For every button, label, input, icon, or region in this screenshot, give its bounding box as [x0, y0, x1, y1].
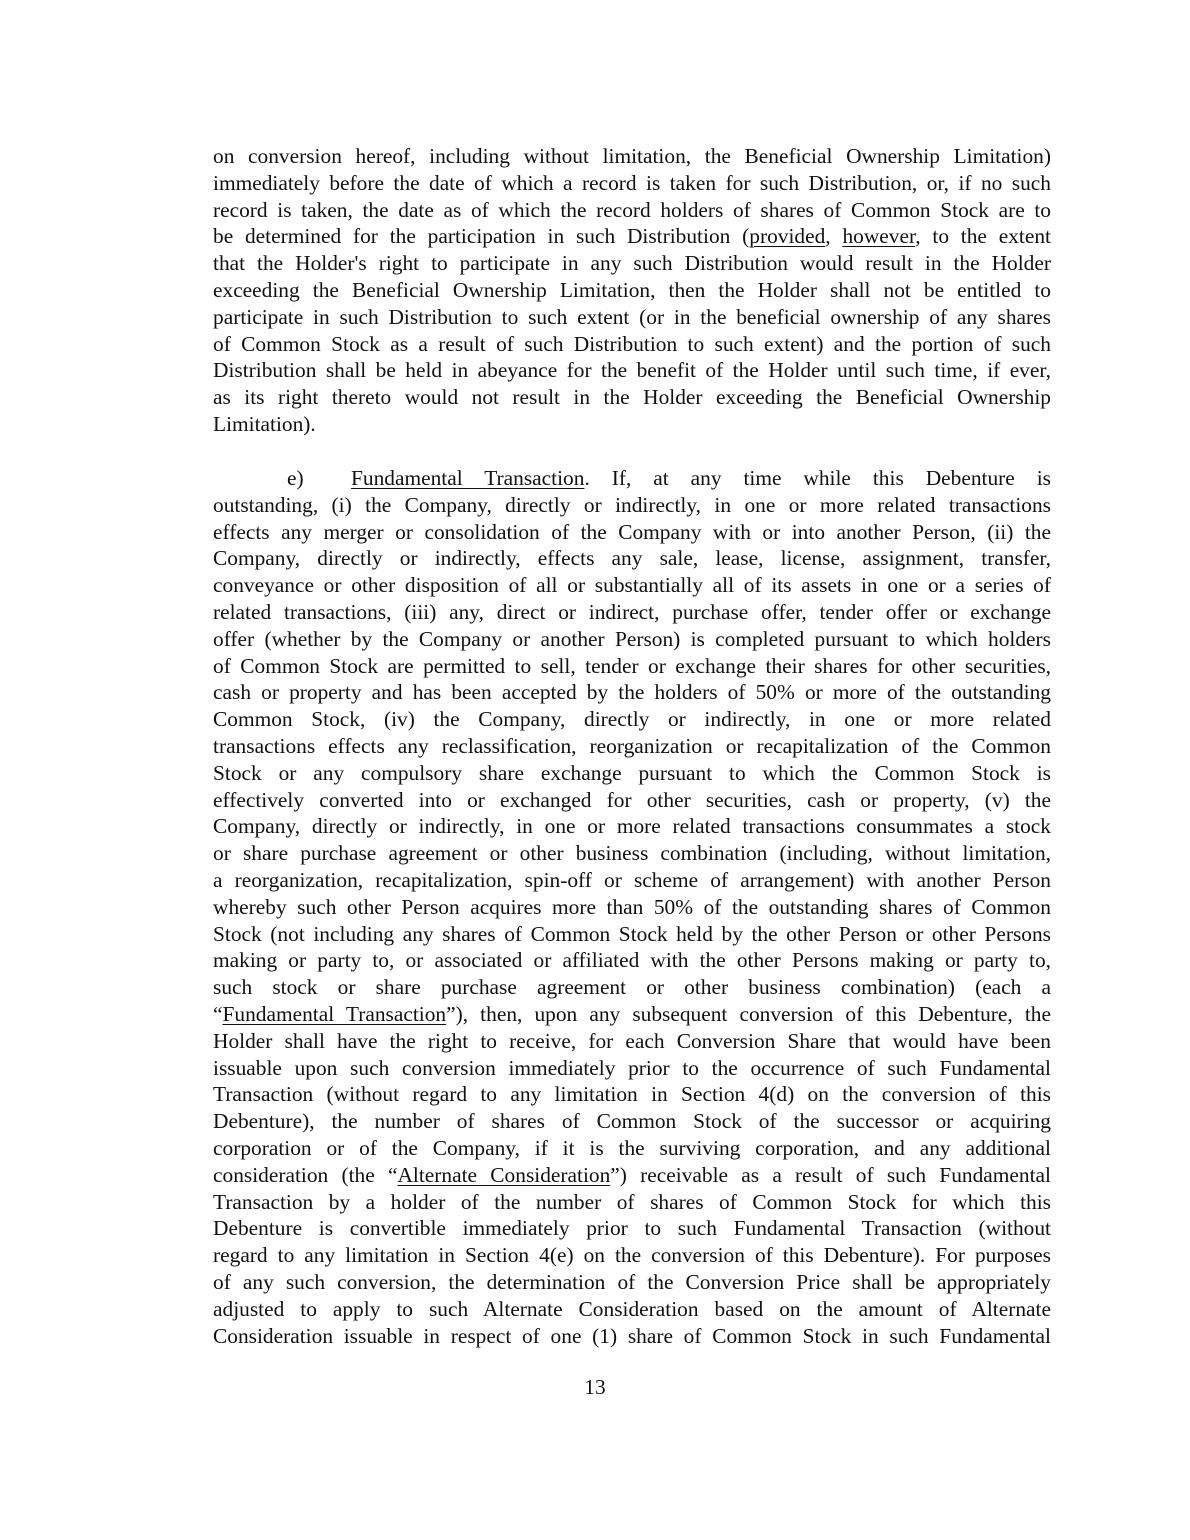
page-number: 13: [584, 1375, 606, 1399]
text-line: Company, directly or indirectly, effects any sale, lease, license, assignment, transfer,: [213, 546, 1051, 571]
text-line: Debenture is convertible immediately prior to such Fundamental Transaction (without: [213, 1216, 1051, 1241]
text-line: of Common Stock as a result of such Distribution to such extent) and the portion of such: [213, 331, 1051, 356]
defined-term-line: [213, 1162, 1051, 1189]
text-line: making or party to, or associated or affiliated with the other Persons making or party to,: [213, 948, 1051, 973]
text-run: , to the extent: [915, 224, 1051, 249]
section-heading: Fundamental Transaction: [351, 466, 585, 490]
text-line: Company, directly or indirectly, in one or more related transactions consummates a stock: [213, 814, 1051, 839]
text-line: that the Holder's right to participate in any such Distribution would result in the Holder: [213, 251, 1051, 276]
text-line: Stock (not including any shares of Common Stock held by the other Person or other Persons: [213, 921, 1051, 946]
underlined-term-however: however: [842, 224, 916, 249]
text-line: conveyance or other disposition of all or substantially all of its assets in one or a series of: [213, 573, 1051, 598]
text-line: Debenture), the number of shares of Common Stock of the successor or acquiring: [213, 1109, 1051, 1134]
text-run: ”) receivable as a result of such Fundamental: [610, 1162, 1051, 1187]
text-line: record is taken, the date as of which the record holders of shares of Common Stock are to: [213, 197, 1051, 222]
text-line: regard to any limitation in Section 4(e) on the conversion of this Debenture). For purposes: [213, 1243, 1051, 1268]
section-e-fundamental-transaction: [213, 465, 1051, 1349]
text-line: immediately before the date of which a record is taken for such Distribution, or, if no such: [213, 170, 1051, 195]
text-run: be determined for the participation in such Distribution (: [213, 224, 750, 249]
text-line: such stock or share purchase agreement or other business combination) (each a: [213, 975, 1051, 1000]
text-line: Transaction by a holder of the number of shares of Common Stock for which this: [213, 1189, 1051, 1214]
text-line: adjusted to apply to such Alternate Consideration based on the amount of Alternate: [213, 1296, 1051, 1321]
text-line: Limitation).: [213, 411, 316, 436]
text-line: of Common Stock are permitted to sell, tender or exchange their shares for other securities,: [213, 653, 1051, 678]
text-line: Common Stock, (iv) the Company, directly or indirectly, in one or more related: [213, 707, 1051, 732]
text-run: ”), then, upon any subsequent conversion of this Debenture, the: [446, 1001, 1051, 1026]
text-line: whereby such other Person acquires more than 50% of the outstanding shares of Common: [213, 894, 1051, 919]
text-line: [213, 223, 1051, 250]
text-line: cash or property and has been accepted by the holders of 50% or more of the outstanding: [213, 680, 1051, 705]
text-line: effectively converted into or exchanged for other securities, cash or property, (v) the: [213, 787, 1051, 812]
text-line: Consideration issuable in respect of one (1) share of Common Stock in such Fundamental: [213, 1323, 1051, 1348]
text-line: a reorganization, recapitalization, spin-off or scheme of arrangement) with another Person: [213, 867, 1051, 892]
text-line: transactions effects any reclassification, reorganization or recapitalization of the Common: [213, 733, 1051, 758]
text-line: as its right thereto would not result in the Holder exceeding the Beneficial Ownership: [213, 385, 1051, 410]
text-line: Distribution shall be held in abeyance for the benefit of the Holder until such time, if ever,: [213, 358, 1051, 383]
text-line: issuable upon such conversion immediately prior to the occurrence of such Fundamental: [213, 1055, 1051, 1080]
text-line: outstanding, (i) the Company, directly or indirectly, in one or more related transactions: [213, 492, 1051, 517]
text-line: of any such conversion, the determination of the Conversion Price shall be appropriately: [213, 1269, 1051, 1294]
text-run: consideration (the “: [213, 1162, 398, 1187]
text-line: effects any merger or consolidation of the Company with or into another Person, (ii) the: [213, 519, 1051, 544]
defined-term-alternate-consideration: Alternate Consideration: [397, 1162, 611, 1187]
text-line: offer (whether by the Company or another Person) is completed pursuant to which holders: [213, 626, 1051, 651]
text-line: Holder shall have the right to receive, for each Conversion Share that would have been: [213, 1028, 1051, 1053]
text-line: Stock or any compulsory share exchange pursuant to which the Common Stock is: [213, 760, 1051, 785]
text-line: or share purchase agreement or other business combination (including, without limitation,: [213, 841, 1051, 866]
underlined-term-provided: provided: [749, 224, 826, 249]
text-line: exceeding the Beneficial Ownership Limitation, then the Holder shall not be entitled to: [213, 277, 1051, 302]
text-line: corporation or of the Company, if it is the surviving corporation, and any additional: [213, 1135, 1051, 1160]
paragraph-distribution-continuation: [213, 143, 1051, 438]
text-line: participate in such Distribution to such extent (or in the beneficial ownership of any shares: [213, 304, 1051, 329]
section-heading-line: [213, 465, 1051, 492]
text-run: . If, at any time while this Debenture is: [584, 466, 1051, 490]
text-line: related transactions, (iii) any, direct or indirect, purchase offer, tender offer or exchange: [213, 599, 1051, 624]
text-line: Transaction (without regard to any limitation in Section 4(d) on the conversion of this: [213, 1082, 1051, 1107]
section-label: e): [287, 466, 304, 490]
defined-term-fundamental-transaction: Fundamental Transaction: [222, 1001, 447, 1026]
text-line: on conversion hereof, including without limitation, the Beneficial Ownership Limitation): [213, 144, 1051, 168]
defined-term-line: [213, 1001, 1051, 1028]
text-run: “: [213, 1001, 223, 1026]
text-run: ,: [825, 224, 843, 249]
